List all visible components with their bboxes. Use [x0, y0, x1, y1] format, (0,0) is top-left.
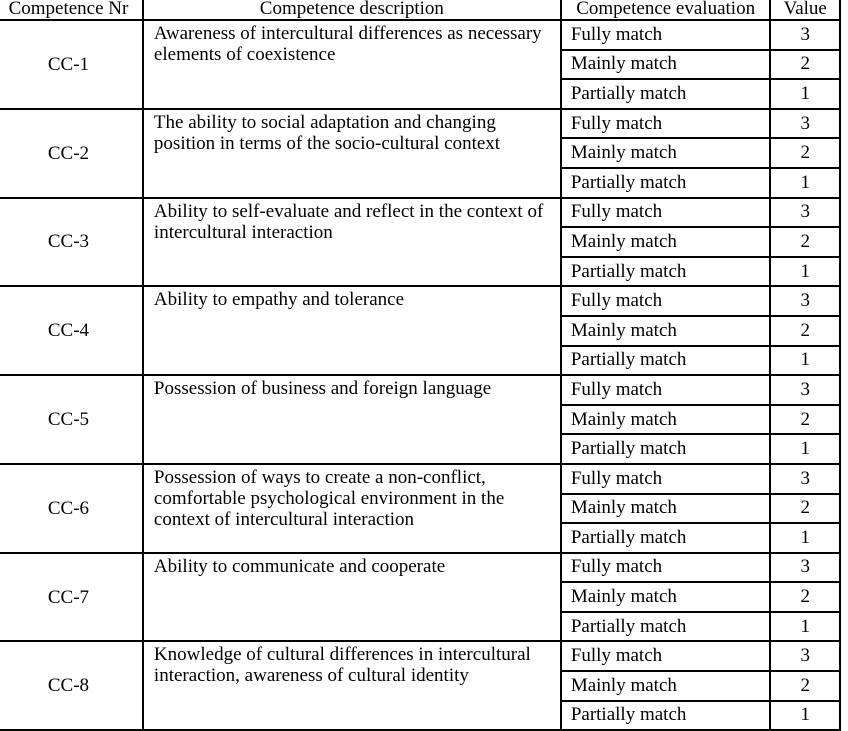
competence-evaluation-cell: Fully match: [561, 109, 771, 139]
competence-evaluation-cell: Mainly match: [561, 494, 771, 524]
competence-evaluation-cell: Partially match: [561, 612, 771, 642]
competence-description-cell: Possession of ways to create a non-conflict, comfortable psychological environment in the context of intercultural interaction: [143, 464, 561, 553]
competence-evaluation-cell: Mainly match: [561, 316, 771, 346]
competence-evaluation-cell: Fully match: [561, 641, 771, 671]
competence-description-cell: Possession of business and foreign language: [143, 375, 561, 464]
value-cell: 3: [770, 641, 840, 671]
competence-evaluation-cell: Partially match: [561, 701, 771, 731]
value-cell: 3: [770, 553, 840, 583]
header-row: [0, 0, 840, 20]
competence-nr-cell: CC-3: [0, 198, 143, 287]
table-row: [0, 109, 840, 139]
competence-description-cell: Awareness of intercultural differences as necessary elements of coexistence: [143, 20, 561, 109]
value-cell: 3: [770, 464, 840, 494]
value-cell: 3: [770, 20, 840, 50]
table-row: [0, 641, 840, 671]
competence-evaluation-cell: Fully match: [561, 198, 771, 228]
competence-nr-cell: CC-7: [0, 553, 143, 642]
competence-nr-cell: CC-6: [0, 464, 143, 553]
header-competence-nr: Competence Nr: [0, 0, 143, 20]
value-cell: 2: [770, 671, 840, 701]
table-row: [0, 464, 840, 494]
competence-description-cell: Ability to self-evaluate and reflect in the context of intercultural interaction: [143, 198, 561, 287]
competence-description-cell: The ability to social adaptation and changing position in terms of the socio-cultural context: [143, 109, 561, 198]
value-cell: 3: [770, 198, 840, 228]
value-cell: 2: [770, 582, 840, 612]
competence-nr-cell: CC-2: [0, 109, 143, 198]
value-cell: 2: [770, 494, 840, 524]
value-cell: 2: [770, 138, 840, 168]
table-row: [0, 553, 840, 583]
value-cell: 2: [770, 316, 840, 346]
competence-evaluation-cell: Fully match: [561, 553, 771, 583]
competence-evaluation-cell: Mainly match: [561, 138, 771, 168]
competence-nr-cell: CC-4: [0, 286, 143, 375]
competence-evaluation-cell: Partially match: [561, 79, 771, 109]
competence-evaluation-cell: Fully match: [561, 20, 771, 50]
value-cell: 1: [770, 612, 840, 642]
competence-evaluation-cell: Fully match: [561, 375, 771, 405]
competence-evaluation-cell: Mainly match: [561, 405, 771, 435]
value-cell: 1: [770, 434, 840, 464]
value-cell: 2: [770, 50, 840, 80]
competence-description-cell: Knowledge of cultural differences in intercultural interaction, awareness of cultural identity: [143, 641, 561, 730]
table-row: [0, 286, 840, 316]
value-cell: 3: [770, 109, 840, 139]
competence-nr-cell: CC-8: [0, 641, 143, 730]
value-cell: 1: [770, 346, 840, 376]
value-cell: 1: [770, 701, 840, 731]
value-cell: 2: [770, 405, 840, 435]
value-cell: 3: [770, 375, 840, 405]
competence-evaluation-cell: Partially match: [561, 434, 771, 464]
competence-evaluation-cell: Fully match: [561, 286, 771, 316]
value-cell: 1: [770, 168, 840, 198]
header-value: Value: [770, 0, 840, 20]
competence-description-cell: Ability to communicate and cooperate: [143, 553, 561, 642]
table-row: [0, 198, 840, 228]
table-row: [0, 375, 840, 405]
competence-description-cell: Ability to empathy and tolerance: [143, 286, 561, 375]
competence-evaluation-cell: Mainly match: [561, 227, 771, 257]
table-body: [0, 20, 840, 730]
competence-nr-cell: CC-1: [0, 20, 143, 109]
header-competence-description: Competence description: [143, 0, 561, 20]
competence-nr-cell: CC-5: [0, 375, 143, 464]
competence-evaluation-cell: Mainly match: [561, 582, 771, 612]
value-cell: 2: [770, 227, 840, 257]
competence-evaluation-cell: Partially match: [561, 346, 771, 376]
value-cell: 1: [770, 257, 840, 287]
competence-evaluation-cell: Fully match: [561, 464, 771, 494]
table-row: [0, 20, 840, 50]
header-competence-evaluation: Competence evaluation: [561, 0, 771, 20]
value-cell: 1: [770, 523, 840, 553]
competence-evaluation-cell: Partially match: [561, 523, 771, 553]
value-cell: 3: [770, 286, 840, 316]
competence-evaluation-cell: Partially match: [561, 168, 771, 198]
competence-evaluation-cell: Mainly match: [561, 671, 771, 701]
competence-evaluation-cell: Partially match: [561, 257, 771, 287]
competence-evaluation-cell: Mainly match: [561, 50, 771, 80]
value-cell: 1: [770, 79, 840, 109]
